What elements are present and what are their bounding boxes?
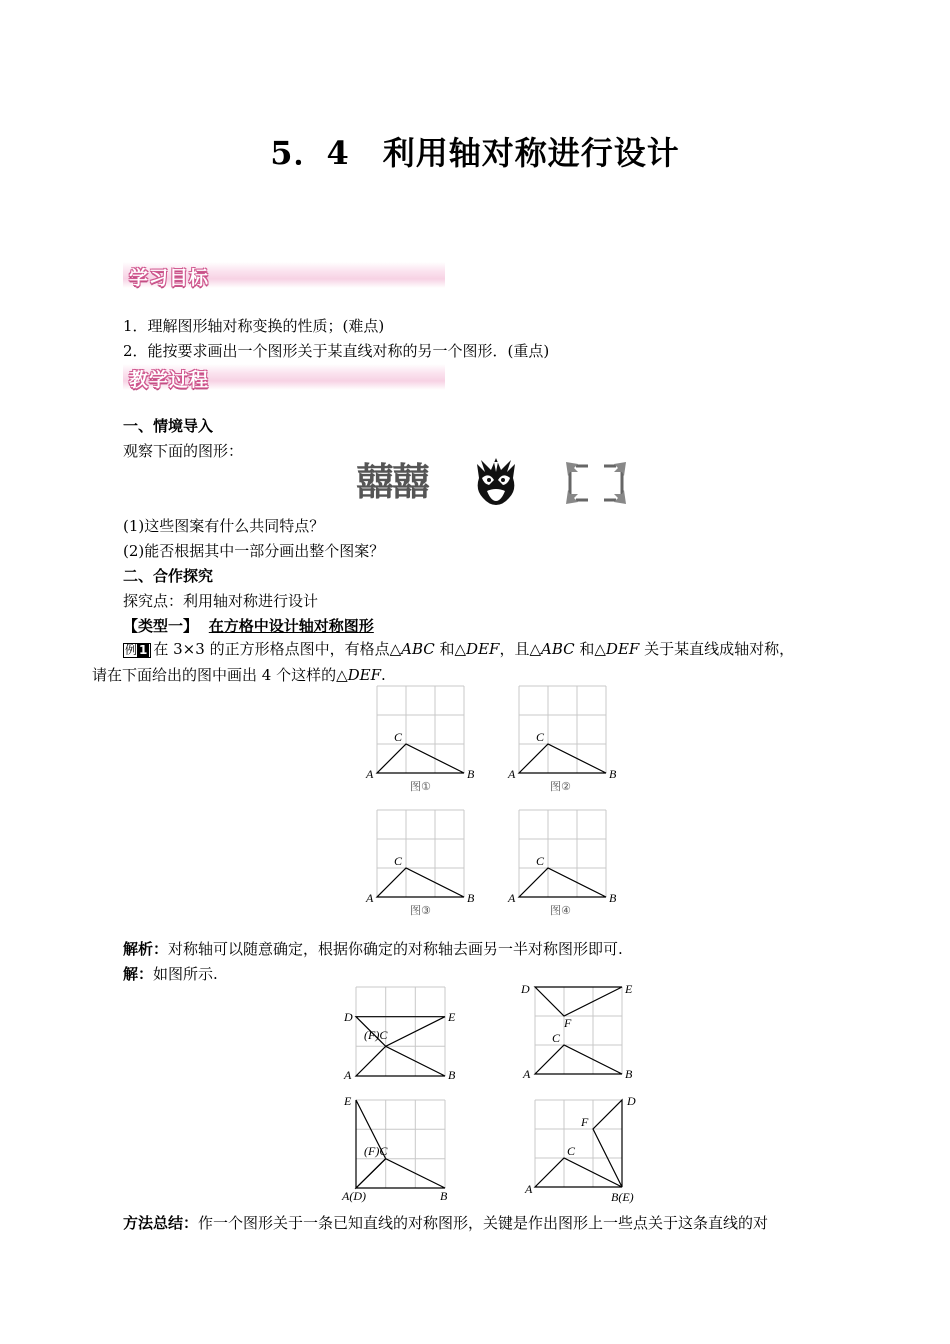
svg-text:D: D [627, 1094, 636, 1108]
label-a: A [508, 767, 516, 781]
svg-text:E: E [625, 983, 633, 996]
label-a: A [366, 767, 374, 781]
label-a: A [508, 891, 516, 905]
section-heading-explore: 二、合作探究 [123, 567, 214, 585]
type-one-label: 【类型一】 [123, 617, 199, 635]
label-c: C [536, 730, 545, 744]
label-c: C [536, 854, 545, 868]
label-b: B [609, 767, 617, 781]
solution-figure-3 [338, 1093, 468, 1205]
svg-text:A: A [525, 1182, 533, 1196]
svg-text:B(E): B(E) [611, 1190, 634, 1204]
svg-text:F: F [581, 1115, 589, 1129]
solution-label: 解： [123, 965, 154, 983]
example-1-line-1: 例 1 在 3×3 的正方形格点图中，有格点△ABC 和△DEF，且△ABC 和△DEF 关于某直线成轴对称， [125, 640, 795, 658]
ornamental-frame-image [564, 460, 628, 504]
solution-line [123, 964, 218, 984]
solution-figure-4 [517, 1093, 647, 1205]
svg-text:A: A [523, 1067, 531, 1081]
grid-figure-2 [502, 683, 622, 795]
figure-caption-2: 图② [550, 780, 571, 793]
figure-caption-4: 图④ [550, 904, 571, 917]
label-b: B [467, 891, 475, 905]
method-label: 方法总结： [123, 1214, 199, 1232]
analysis-label: 解析： [123, 940, 169, 958]
svg-text:F: F [564, 1016, 572, 1030]
grid-figure-3 [360, 807, 480, 919]
svg-text:D: D [521, 983, 530, 996]
question-1: (1)这些图案有什么共同特点？ [123, 517, 325, 535]
grid-figure-1 [360, 683, 480, 795]
label-b: B [467, 767, 475, 781]
method-summary-line [123, 1213, 768, 1233]
solution-figure-1 [338, 983, 468, 1083]
example-1-line-2: 请在下面给出的图中画出 4 个这样的△DEF. [92, 666, 386, 684]
svg-text:A(D): A(D) [342, 1189, 366, 1203]
question-2: (2)能否根据其中一部分画出整个图案？ [123, 542, 385, 560]
label-b: B [609, 891, 617, 905]
label-c: C [394, 854, 403, 868]
opera-mask-image [473, 458, 519, 506]
explore-topic: 探究点：利用轴对称进行设计 [123, 592, 319, 610]
solution-text: 如图所示. [153, 965, 218, 983]
example-number: 1 [139, 643, 148, 657]
figure-caption-3: 图③ [410, 904, 431, 917]
type-one-line [123, 616, 374, 636]
process-banner [123, 364, 445, 390]
svg-text:B: B [440, 1189, 448, 1203]
svg-text:E: E [448, 1010, 456, 1024]
figure-caption-1: 图① [410, 780, 431, 793]
observe-text: 观察下面的图形： [123, 442, 244, 460]
svg-text:(F)C: (F)C [364, 1028, 388, 1042]
process-banner-label: 教学过程 [129, 369, 210, 391]
example-tag: 例 1 [123, 643, 151, 658]
goal-item-1: 1．理解图形轴对称变换的性质；(难点) [123, 317, 385, 335]
goals-banner [123, 262, 445, 288]
svg-text:C: C [552, 1031, 561, 1045]
svg-text:C: C [567, 1144, 576, 1158]
grid-figure-4 [502, 807, 622, 919]
method-text: 作一个图形关于一条已知直线的对称图形，关键是作出图形上一些点关于这条直线的对 [198, 1214, 769, 1232]
analysis-line [123, 939, 623, 959]
type-one-title: 在方格中设计轴对称图形 [208, 617, 374, 635]
svg-text:A: A [344, 1068, 352, 1082]
solution-figure-2 [517, 983, 647, 1083]
double-happiness-image: 囍囍 [356, 460, 429, 504]
svg-text:E: E [344, 1094, 352, 1108]
svg-text:(F)C: (F)C [364, 1144, 388, 1158]
section-heading-intro: 一、情境导入 [123, 417, 214, 435]
goal-item-2: 2．能按要求画出一个图形关于某直线对称的另一个图形．(重点) [123, 342, 550, 360]
svg-text:D: D [344, 1010, 353, 1024]
page-title: 5．4 利用轴对称进行设计 [270, 134, 680, 172]
label-a: A [366, 891, 374, 905]
analysis-text: 对称轴可以随意确定，根据你确定的对称轴去画另一半对称图形即可. [168, 940, 623, 958]
label-c: C [394, 730, 403, 744]
goals-banner-label: 学习目标 [129, 267, 210, 289]
svg-text:B: B [625, 1067, 633, 1081]
svg-text:B: B [448, 1068, 456, 1082]
